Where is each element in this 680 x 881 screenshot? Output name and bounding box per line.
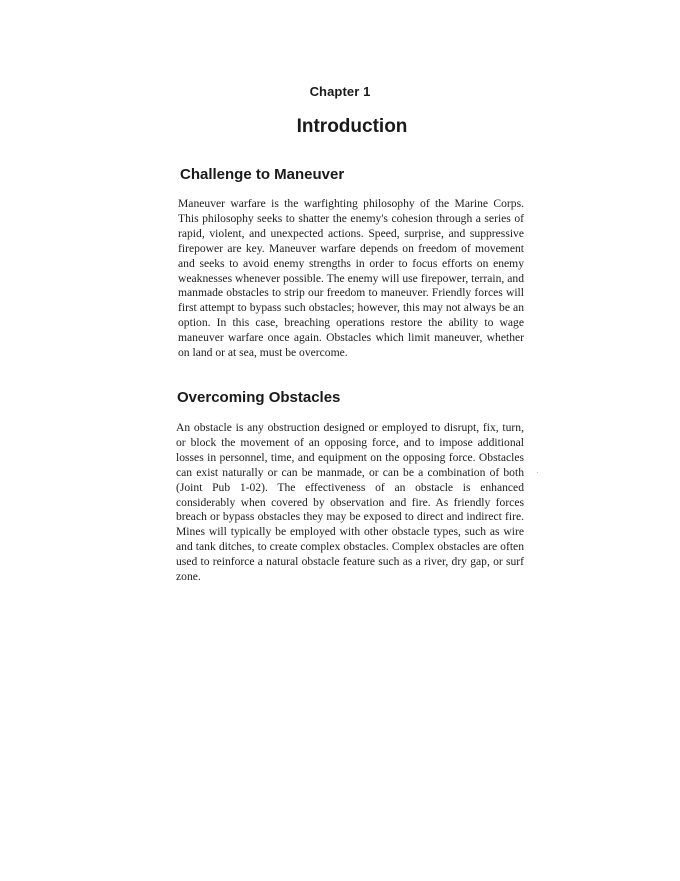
section-heading-challenge-to-maneuver: Challenge to Maneuver xyxy=(180,166,345,183)
chapter-label: Chapter 1 xyxy=(309,84,371,99)
paragraph-challenge-to-maneuver: Maneuver warfare is the warfighting philosophy of the Marine Corps. This philosophy seeks to shatter the enemy's cohesion through a series of rapid, violent, and unexpected actions. Speed, surprise, and suppressive firepower are key. Maneuver warfare depends on freedom of movement and seeks to avoid enemy strengths in order to focus efforts on enemy weaknesses whenever possible. The enemy will use firepower, terrain, and manmade obstacles to strip our freedom to maneuver. Friendly forces will first attempt to bypass such obstacles; however, this may not always be an option. In this case, breaching operations restore the ability to wage maneuver warfare once again. Obstacles which limit maneuver, whether on land or at sea, must be overcome. xyxy=(178,197,524,360)
scan-speck xyxy=(537,472,538,473)
section-heading-overcoming-obstacles: Overcoming Obstacles xyxy=(177,389,341,406)
paragraph-overcoming-obstacles: An obstacle is any obstruction designed or employed to disrupt, fix, turn, or block the movement of an opposing force, and to impose additional losses in personnel, time, and equipment on the opposing force. Obstacles can exist naturally or can be manmade, or can be a combination of both (Joint Pub 1-02). The effectiveness of an obstacle is enhanced considerably when covered by observation and fire. As friendly forces breach or bypass obstacles they may be exposed to direct and indirect fire. Mines will typically be employed with other obstacle types, such as wire and tank ditches, to create complex obstacles. Complex obstacles are often used to reinforce a natural obstacle feature such as a river, dry gap, or surf zone. xyxy=(176,421,524,584)
chapter-title: Introduction xyxy=(296,116,408,137)
